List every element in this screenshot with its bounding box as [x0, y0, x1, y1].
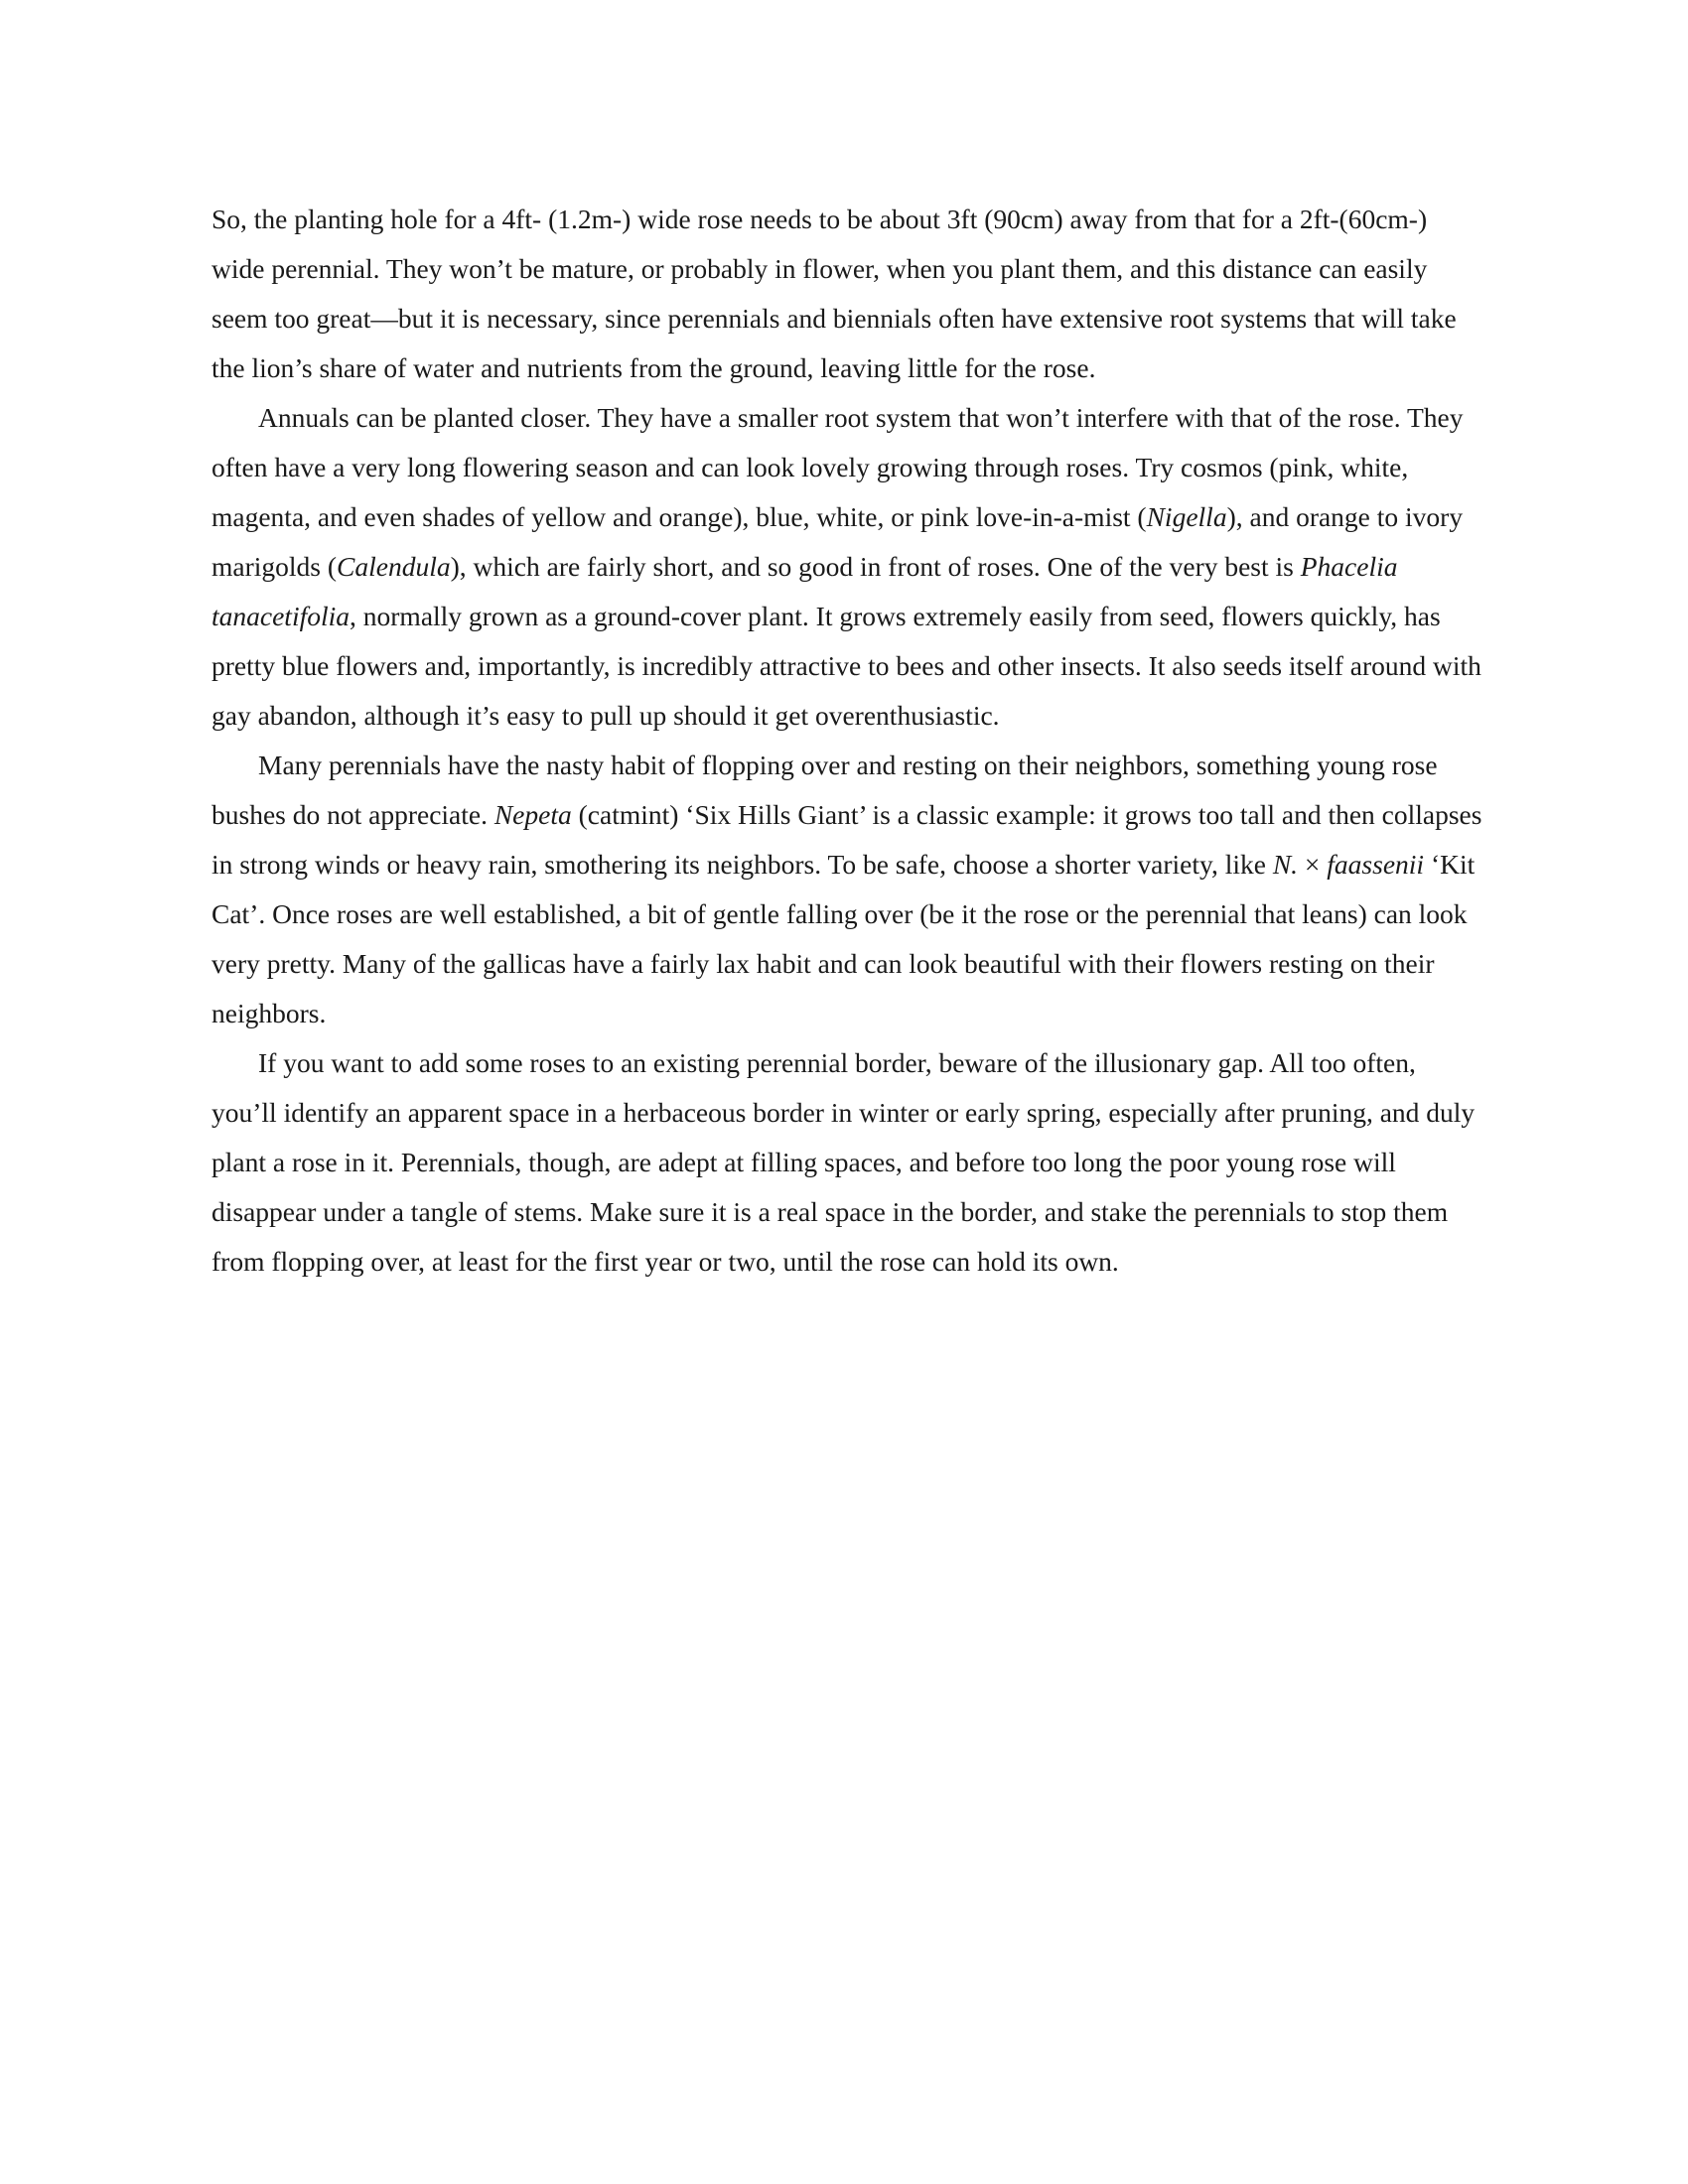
text-span: ), and orange to ivory marigolds (	[211, 501, 1464, 582]
text-span: Many perennials have the nasty habit of flopping over and resting on their neighbors, something young rose bushes do not appreciate.	[211, 750, 1438, 830]
paragraph-illusionary-gap	[211, 1038, 1482, 1287]
italic-span: Calendula	[337, 551, 451, 582]
text-span: If you want to add some roses to an existing perennial border, beware of the illusionary gap. All too often, you’ll identify an apparent space in a herbaceous border in winter or early spring, especially after pruning, and duly plant a rose in it. Perennials, though, are adept at filling spaces, and before too long the poor young rose will disappear under a tangle of stems. Make sure it is a real space in the border, and stake the perennials to stop them from flopping over, at least for the first year or two, until the rose can hold its own.	[211, 1047, 1476, 1277]
paragraph-flopping-perennials	[211, 741, 1482, 1038]
italic-span: Nepeta	[493, 799, 572, 830]
italic-span: Phacelia tanacetifolia	[211, 551, 1398, 631]
text-span: So, the planting hole for a 4ft- (1.2m-) wide rose needs to be about 3ft (90cm) away from that for a 2ft-(60cm-) wide perennial. They won’t be mature, or probably in flower, when you plant them, and this distance can easily seem too great—but it is necessary, since perennials and biennials often have extensive root systems that will take the lion’s share of water and nutrients from the ground, leaving little for the rose.	[211, 204, 1457, 383]
text-span: ), which are fairly short, and so good in front of roses. One of the very best is	[450, 551, 1301, 582]
text-span: Annuals can be planted closer. They have a smaller root system that won’t interfere with that of the rose. They often have a very long flowering season and can look lovely growing through roses. Try cosmos (pink, white, magenta, and even shades of yellow and orange), blue, white, or pink love-in-a-mist (	[211, 402, 1464, 532]
text-span: ×	[1298, 849, 1328, 880]
italic-span: N.	[1272, 849, 1299, 880]
paragraph-annuals	[211, 393, 1482, 741]
paragraph-spacing-perennials	[211, 195, 1482, 393]
body-text	[211, 195, 1482, 1287]
text-span: (catmint) ‘Six Hills Giant’ is a classic example: it grows too tall and then collapses in strong winds or heavy rain, smothering its neighbors. To be safe, choose a shorter variety, like	[211, 799, 1482, 880]
text-span: , normally grown as a ground-cover plant. It grows extremely easily from seed, flowers quickly, has pretty blue flowers and, importantly, is incredibly attractive to bees and other insects. It also seeds itself around with gay abandon, although it’s easy to pull up should it get overenthusiastic.	[211, 601, 1481, 731]
italic-span: Nigella	[1146, 501, 1227, 532]
text-span: ‘Kit Cat’. Once roses are well established, a bit of gentle falling over (be it the rose or the perennial that leans) can look very pretty. Many of the gallicas have a fairly lax habit and can look beautiful with their flowers resting on their neighbors.	[211, 849, 1476, 1028]
italic-span: faassenii	[1327, 849, 1425, 880]
